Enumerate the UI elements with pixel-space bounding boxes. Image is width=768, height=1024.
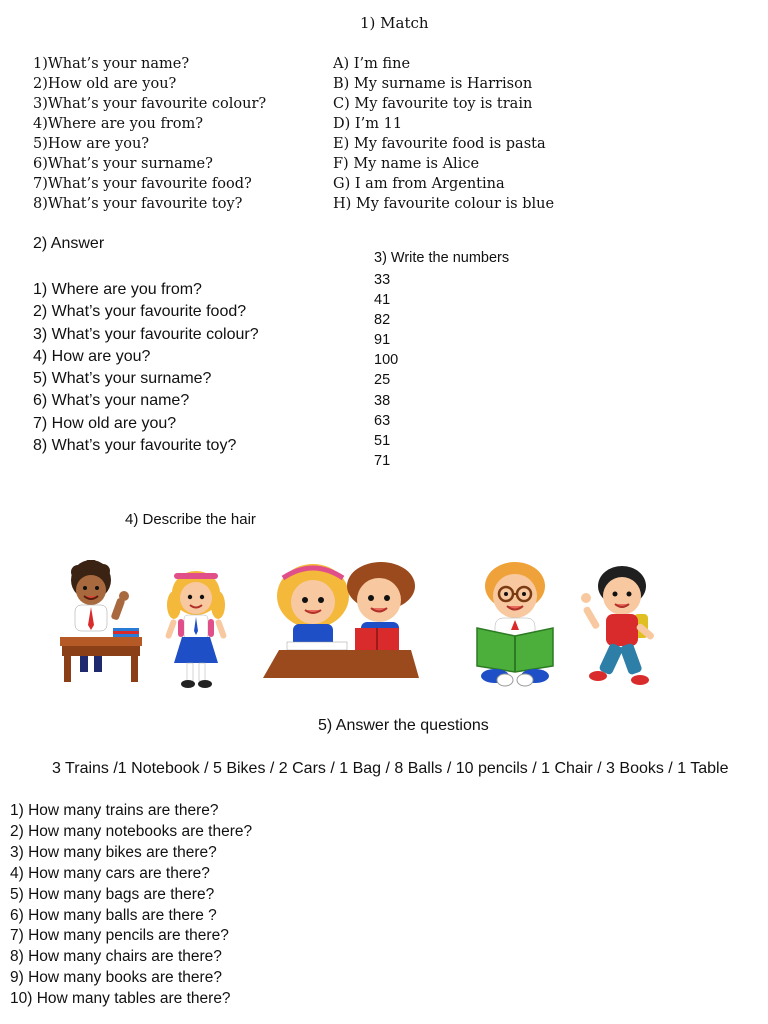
match-questions-list <box>33 54 266 214</box>
count-question: 10) How many tables are there? <box>10 990 231 1008</box>
match-answer: D) I’m 11 <box>333 116 403 132</box>
section-1-title: 1) Match <box>360 14 429 32</box>
match-question: 4)Where are you from? <box>33 116 204 132</box>
match-question: 7)What’s your favourite food? <box>33 176 252 192</box>
count-question: 6) How many balls are there ? <box>10 906 217 924</box>
match-answer: H) My favourite colour is blue <box>333 196 555 212</box>
match-question: 3)What’s your favourite colour? <box>33 96 267 112</box>
items-list-line: 3 Trains /1 Notebook / 5 Bikes / 2 Cars / 1 Bag / 8 Balls / 10 pencils / 1 Chair / 3 Books / 1 Table <box>52 760 729 777</box>
number-item: 91 <box>374 332 391 349</box>
number-item: 25 <box>374 372 391 389</box>
match-answer: C) My favourite toy is train <box>333 96 533 112</box>
answer-question: 8) What’s your favourite toy? <box>33 437 237 455</box>
boy-curly-hair-at-desk-icon <box>58 560 144 684</box>
number-item: 51 <box>374 432 391 449</box>
match-answer: B) My surname is Harrison <box>333 76 533 92</box>
count-question: 2) How many notebooks are there? <box>10 822 253 840</box>
count-question: 8) How many chairs are there? <box>10 948 222 966</box>
section-3-title: 3) Write the numbers <box>374 250 510 266</box>
answer-question: 5) What’s your surname? <box>33 370 212 388</box>
number-item: 82 <box>374 312 391 329</box>
count-questions-list <box>10 801 252 1010</box>
boy-glasses-reading-icon <box>473 560 557 688</box>
number-item: 100 <box>374 352 399 369</box>
answer-question: 1) Where are you from? <box>33 281 202 298</box>
match-question: 8)What’s your favourite toy? <box>33 196 243 212</box>
section-5-title: 5) Answer the questions <box>318 717 489 734</box>
match-question: 6)What’s your surname? <box>33 156 213 172</box>
section-4-title: 4) Describe the hair <box>125 511 256 528</box>
count-question: 1) How many trains are there? <box>10 802 219 819</box>
girl-blonde-pigtails-icon <box>160 565 232 689</box>
count-question: 5) How many bags are there? <box>10 885 215 903</box>
number-item: 63 <box>374 412 391 429</box>
match-answer: F) My name is Alice <box>333 156 480 172</box>
number-item: 41 <box>374 292 391 309</box>
count-question: 4) How many cars are there? <box>10 864 210 882</box>
answer-question: 6) What’s your name? <box>33 392 190 410</box>
match-question: 2)How old are you? <box>33 76 177 92</box>
boy-black-hair-walking-icon <box>580 562 664 690</box>
number-item: 33 <box>374 272 391 288</box>
count-question: 7) How many pencils are there? <box>10 927 229 945</box>
number-item: 38 <box>374 392 391 409</box>
match-answer: G) I am from Argentina <box>333 176 505 192</box>
answer-questions-list <box>33 279 259 457</box>
numbers-list <box>374 270 398 471</box>
answer-question: 7) How old are you? <box>33 414 177 432</box>
count-question: 9) How many books are there? <box>10 969 222 987</box>
answer-question: 4) How are you? <box>33 347 151 365</box>
girl-and-boy-studying-icon <box>263 558 419 680</box>
answer-question: 2) What’s your favourite food? <box>33 303 247 321</box>
match-question: 1)What’s your name? <box>33 56 190 72</box>
match-question: 5)How are you? <box>33 136 150 152</box>
count-question: 3) How many bikes are there? <box>10 843 217 861</box>
match-answer: A) I’m fine <box>333 56 411 72</box>
match-answers-list <box>333 54 554 214</box>
answer-question: 3) What’s your favourite colour? <box>33 325 259 343</box>
section-2-title: 2) Answer <box>33 235 105 252</box>
number-item: 71 <box>374 452 391 469</box>
match-answer: E) My favourite food is pasta <box>333 136 546 152</box>
